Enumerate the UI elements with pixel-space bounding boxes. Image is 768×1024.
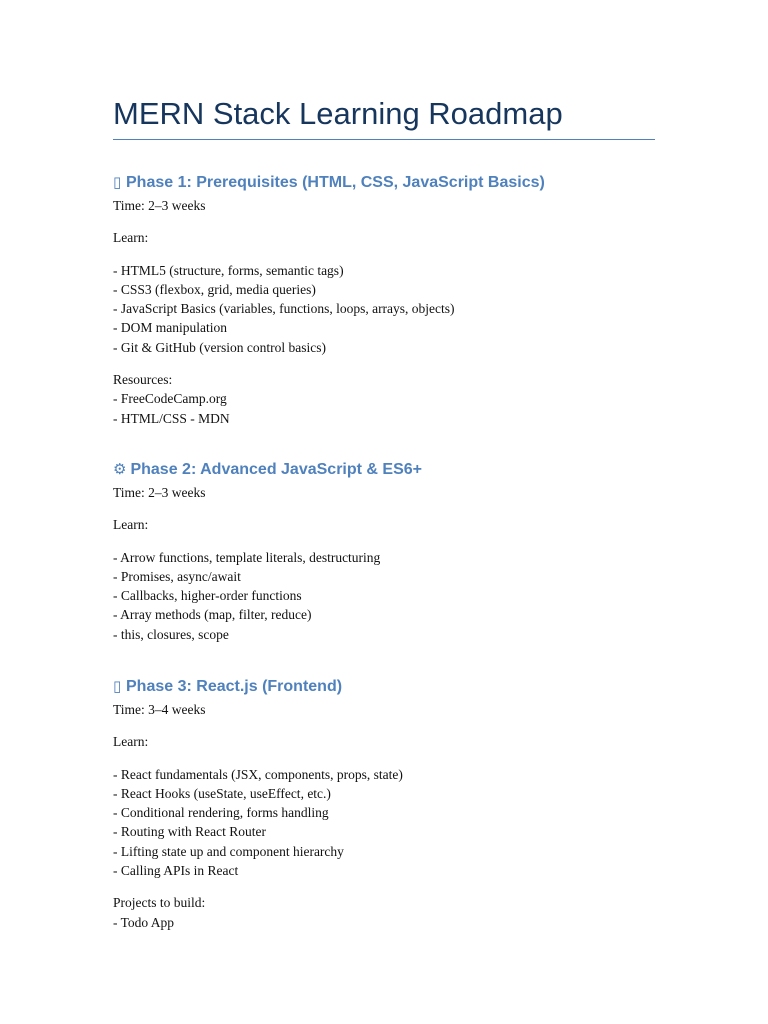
list-item: - JavaScript Basics (variables, functions, loops, arrays, objects)	[113, 301, 455, 317]
list-item: - DOM manipulation	[113, 320, 227, 336]
phase-3-heading	[113, 674, 673, 698]
phase-2-body	[113, 483, 673, 644]
title-underline	[113, 139, 655, 140]
phase-1-body	[113, 196, 673, 428]
phase-3-heading-text: Phase 3: React.js (Frontend)	[126, 678, 343, 695]
phase-2-section	[113, 457, 673, 644]
list-item: - Array methods (map, filter, reduce)	[113, 607, 312, 623]
list-item: - this, closures, scope	[113, 626, 229, 642]
list-item: - Conditional rendering, forms handling	[113, 805, 329, 821]
phase-1-section	[113, 170, 673, 428]
list-item: - Callbacks, higher-order functions	[113, 588, 302, 604]
phase-3-learn-label: Learn:	[113, 734, 149, 750]
missing-glyph-icon: ▯	[113, 677, 122, 695]
phase-3-projects-label: Projects to build:	[113, 895, 206, 911]
list-item: - FreeCodeCamp.org	[113, 391, 227, 407]
phase-2-time: Time: 2–3 weeks	[113, 485, 206, 500]
phase-2-learn-label: Learn:	[113, 517, 149, 533]
list-item: - Promises, async/await	[113, 568, 241, 584]
missing-glyph-icon: ▯	[113, 173, 122, 191]
list-item: - HTML5 (structure, forms, semantic tags)	[113, 262, 344, 278]
list-item: - React fundamentals (JSX, components, props, state)	[113, 766, 403, 782]
phase-1-heading	[113, 170, 673, 194]
list-item: - React Hooks (useState, useEffect, etc.)	[113, 785, 331, 801]
list-item: - CSS3 (flexbox, grid, media queries)	[113, 281, 316, 297]
phase-3-section	[113, 674, 673, 932]
phase-3-body	[113, 700, 673, 932]
phase-1-time: Time: 2–3 weeks	[113, 198, 206, 213]
list-item: - Git & GitHub (version control basics)	[113, 339, 326, 355]
list-item: - HTML/CSS - MDN	[113, 410, 230, 426]
phase-2-heading-text: Phase 2: Advanced JavaScript & ES6+	[130, 461, 422, 478]
gear-icon: ⚙	[113, 460, 127, 478]
phase-1-resources-label: Resources:	[113, 372, 173, 388]
phase-1-learn-label: Learn:	[113, 230, 149, 246]
list-item: - Routing with React Router	[113, 824, 266, 840]
list-item: - Todo App	[113, 914, 175, 930]
phase-3-time: Time: 3–4 weeks	[113, 702, 206, 717]
phase-2-heading	[113, 457, 673, 481]
list-item: - Arrow functions, template literals, destructuring	[113, 549, 381, 565]
list-item: - Lifting state up and component hierarchy	[113, 843, 344, 859]
document-title: MERN Stack Learning Roadmap	[113, 96, 563, 131]
phase-1-heading-text: Phase 1: Prerequisites (HTML, CSS, JavaScript Basics)	[126, 174, 545, 191]
list-item: - Calling APIs in React	[113, 863, 239, 879]
